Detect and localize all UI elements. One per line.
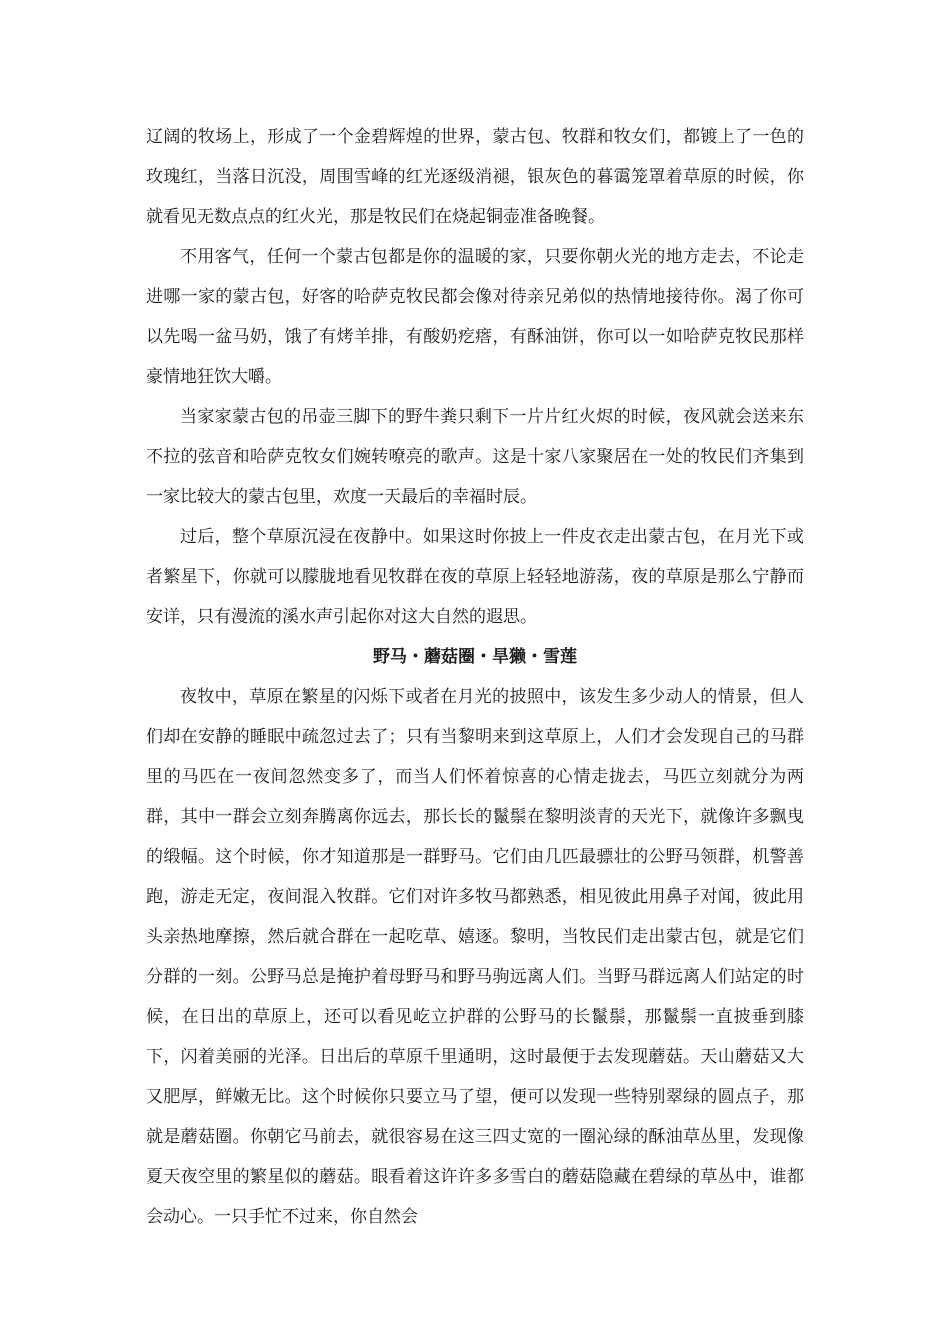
- paragraph-2: 不用客气，任何一个蒙古包都是你的温暖的家，只要你朝火光的地方走去，不论走进哪一家的蒙古包，好客的哈萨克牧民都会像对待亲兄弟似的热情地接待你。渴了你可以先喝一盆马奶，饿了有烤羊排，有酸奶疙瘩，有酥油饼，你可以一如哈萨克牧民那样豪情地狂饮大嚼。: [146, 247, 804, 387]
- paragraph-4: 过后，整个草原沉浸在夜静中。如果这时你披上一件皮衣走出蒙古包，在月光下或者繁星下，你就可以朦胧地看见牧群在夜的草原上轻轻地游荡，夜的草原是那么宁静而安详，只有漫流的溪水声引起你对这大自然的遐思。: [146, 527, 804, 627]
- paragraph-5: 夜牧中，草原在繁星的闪烁下或者在月光的披照中，该发生多少动人的情景，但人们却在安静的睡眠中疏忽过去了；只有当黎明来到这草原上，人们才会发现自己的马群里的马匹在一夜间忽然变多了，而当人们怀着惊喜的心情走拢去，马匹立刻就分为两群，其中一群会立刻奔腾离你远去，那长长的鬣鬃在黎明淡青的天光下，就像许多飘曳的缎幅。这个时候，你才知道那是一群野马。它们由几匹最骠壮的公野马领群，机警善跑，游走无定，夜间混入牧群。它们对许多牧马都熟悉，相见彼此用鼻子对闻，彼此用头亲热地摩擦，然后就合群在一起吃草、嬉逐。黎明，当牧民们走出蒙古包，就是它们分群的一刻。公野马总是掩护着母野马和野马驹远离人们。当野马群远离人们站定的时候，在日出的草原上，还可以看见屹立护群的公野马的长鬣鬃，那鬣鬃一直披垂到膝下，闪着美丽的光泽。日出后的草原千里通明，这时最便于去发现蘑菇。天山蘑菇又大又肥厚，鲜嫩无比。这个时候你只要立马了望，便可以发现一些特别翠绿的圆点子，那就是蘑菇圈。你朝它马前去，就很容易在这三四丈宽的一圈沁绿的酥油草丛里，发现像夏天夜空里的繁星似的蘑菇。眼看着这许许多多雪白的蘑菇隐藏在碧绿的草丛中，谁都会动心。一只手忙不过来，你自然会: [146, 687, 804, 1227]
- document-body: [146, 117, 804, 1237]
- paragraph-3: 当家家蒙古包的吊壶三脚下的野牛粪只剩下一片片红火烬的时候，夜风就会送来东不拉的弦音和哈萨克牧女们婉转嘹亮的歌声。这是十家八家聚居在一处的牧民们齐集到一家比较大的蒙古包里，欢度一天最后的幸福时辰。: [146, 407, 804, 507]
- section-heading: 野马・蘑菇圈・旱獭・雪莲: [373, 647, 577, 667]
- paragraph-1: 辽阔的牧场上，形成了一个金碧辉煌的世界，蒙古包、牧群和牧女们，都镀上了一色的玫瑰红，当落日沉没，周围雪峰的红光逐级消褪，银灰色的暮霭笼罩着草原的时候，你就看见无数点点的红火光，那是牧民们在烧起铜壶准备晚餐。: [146, 127, 804, 227]
